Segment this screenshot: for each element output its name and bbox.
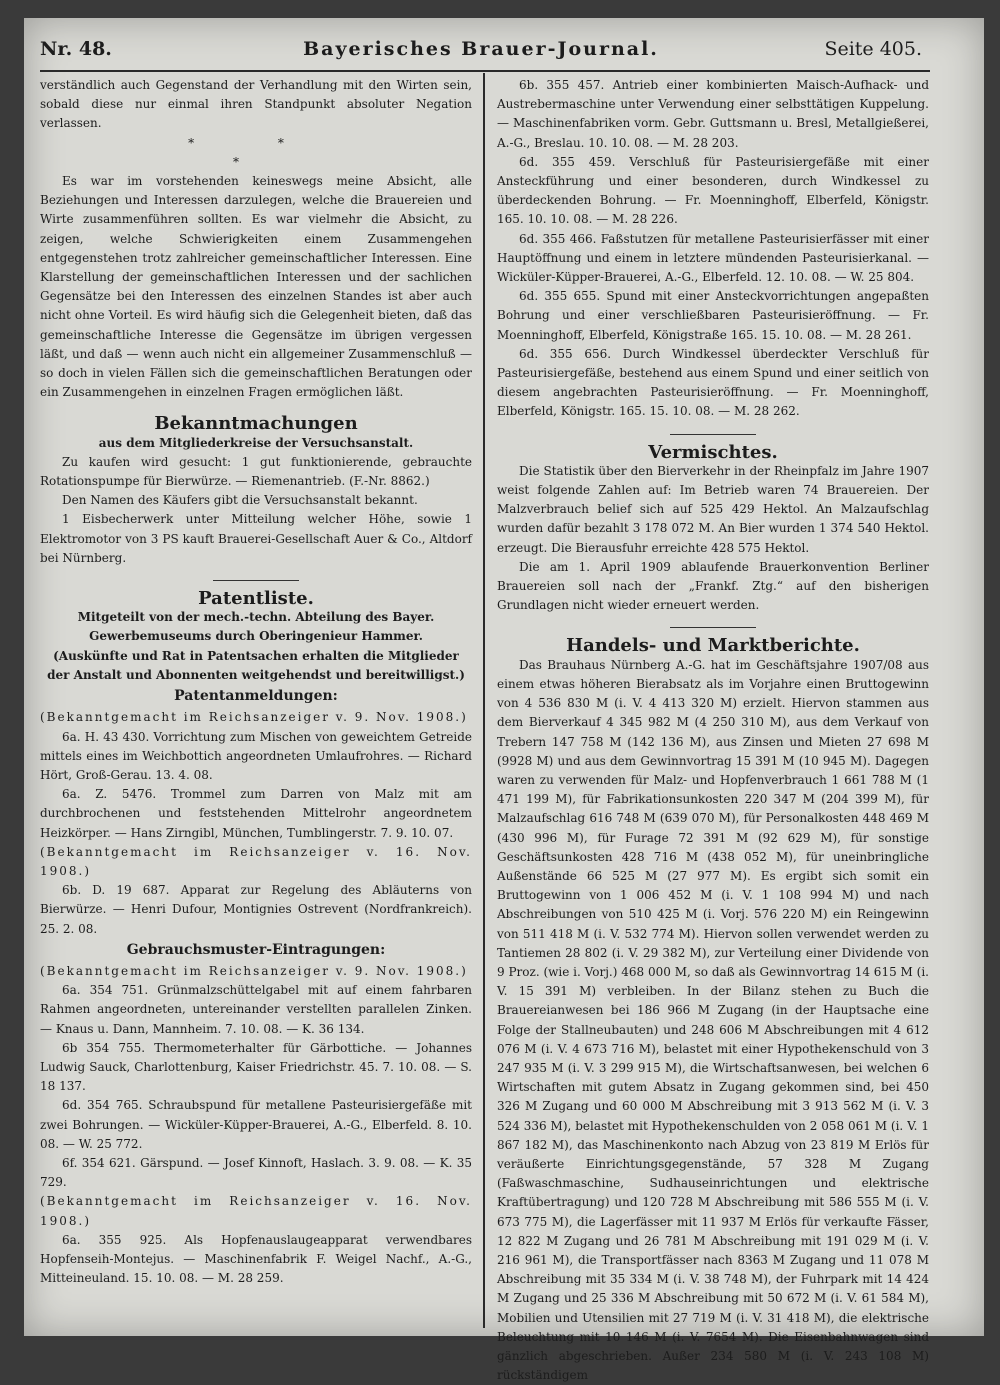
right-column: [497, 76, 929, 1385]
announcement-item: 1 Eisbecherwerk unter Mitteilung welcher Höhe, sowie 1 Elektromotor von 3 PS kauft Brauerei-Gesellschaft Auer & Co., Altdorf bei Nürnberg.: [40, 512, 472, 565]
announcement-item: Zu kaufen wird gesucht: 1 gut funktionierende, gebrauchte Rotationspumpe für Bierwürze. — Riemenantrieb. (F.-Nr. 8862.): [40, 454, 472, 489]
journal-title: Bayerisches Brauer-Journal.: [303, 38, 659, 60]
page-number: Seite 405.: [824, 38, 922, 60]
section-rule: [670, 627, 756, 628]
utility-model-entry: 6f. 354 621. Gärspund. — Josef Kinnoft, Haslach. 3. 9. 08. — K. 35 729.: [40, 1155, 472, 1190]
patent-applications-heading: Patentanmeldungen:: [174, 688, 338, 705]
patent-entry: 6a. H. 43 430. Vorrichtung zum Mischen von geweichtem Getreide mittels eines im Weichbottich angeordneten Umlaufrohres. — Richard Hört, Groß-Gerau. 13. 4. 08.: [40, 729, 472, 782]
announcement-item: Den Namen des Käufers gibt die Versuchsanstalt bekannt.: [62, 493, 418, 508]
utility-model-entry: 6d. 355 655. Spund mit einer Ansteckvorrichtungen angepaßten Bohrung und einer verschließbaren Pasteurisieröffnung. — Fr. Moenninghoff, Elberfeld, Königstraße 165. 15. 10. 08. — M. 28 261.: [497, 289, 929, 342]
patent-list-credit: Mitgeteilt von der mech.-techn. Abteilung des Bayer. Gewerbemuseums durch Oberingenieur Hammer.: [77, 610, 435, 644]
utility-model-entry: 6a. 355 925. Als Hopfenauslaugeapparat verwendbares Hopfenseih-Montejus. — Maschinenfabrik F. Weigel Nachf., A.-G., Mitteineuland. 15. 10. 08. — M. 28 259.: [40, 1232, 472, 1286]
utility-models-heading: Gebrauchsmuster-Eintragungen:: [126, 941, 386, 958]
gazette-notice: (Bekanntgemacht im Reichsanzeiger v. 9. Nov. 1908.): [40, 710, 468, 725]
intro-paragraph: verständlich auch Gegenstand der Verhandlung mit den Wirten sein, sobald diese nur einmal ihren Standpunkt absoluter Negation verlassen.: [40, 78, 472, 131]
announcements-subheading: aus dem Mitgliederkreise der Versuchsanstalt.: [98, 435, 414, 450]
patent-entry: 6a. Z. 5476. Trommel zum Darren von Malz mit am durchbrochenen und feststehenden Mittelrohr angeordnetem Heizkörper. — Hans Zirngibl, München, Tumblingerstr. 7. 9. 10. 07.: [40, 787, 472, 840]
patent-list-note: (Auskünfte und Rat in Patentsachen erhalten die Mitglieder der Anstalt und Abonnenten weitgehendst und bereitwilligst.): [47, 648, 465, 682]
page-header: [40, 38, 922, 68]
section-rule: [670, 434, 756, 435]
utility-model-entry: 6d. 355 466. Faßstutzen für metallene Pasteurisierfässer mit einer Hauptöffnung und einem in letztere mündenden Pasteurisierkanal. — Wicküler-Küpper-Brauerei, A.-G., Elberfeld. 12. 10. 08. — W. 25 804.: [497, 231, 929, 285]
utility-model-entry: 6b 354 755. Thermometerhalter für Gärbottiche. — Johannes Ludwig Sauck, Charlottenburg, Kaiser Friedrichstr. 45. 7. 10. 08. — S. 18 137.: [40, 1040, 472, 1094]
essay-paragraph: Es war im vorstehenden keineswegs meine Absicht, alle Beziehungen und Interessen darzulegen, welche die Brauereien und Wirte zusammenführen sollten. Es war vielmehr die Absicht, zu zeigen, welche Schwierigkeiten einem Zusammengehen entgegenstehen trotz zahlreicher gemeinschaftlicher Interessen. Eine Klarstellung der gemeinschaftlichen Interessen und der sachlichen Gegensätze bei den Interessen des einzelnen Standes ist aber auch nicht ohne Vorteil. Es wird häufig sich die Gelegenheit bieten, daß das gemeinschaftliche Interesse die Gegensätze im übrigen vergessen läßt, und daß — wenn auch nicht ein allgemeiner Zusammenschluß — so doch in vielen Fällen sich die gemeinschaftlichen Beratungen oder ein Zusammengehen in einzelnen Fragen ermöglichen läßt.: [40, 174, 472, 400]
issue-number: Nr. 48.: [40, 38, 112, 60]
gazette-notice: (Bekanntgemacht im Reichsanzeiger v. 16. Nov. 1908.): [40, 1194, 472, 1228]
gazette-notice: (Bekanntgemacht im Reichsanzeiger v. 9. Nov. 1908.): [40, 963, 468, 978]
utility-model-entry: 6d. 354 765. Schraubspund für metallene Pasteurisiergefäße mit zwei Bohrungen. — Wicküler-Küpper-Brauerei, A.-G., Elberfeld. 8. 10. 08. — W. 25 772.: [40, 1098, 472, 1151]
miscellaneous-item: Die Statistik über den Bierverkehr in der Rheinpfalz im Jahre 1907 weist folgende Zahlen auf: Im Betrieb waren 74 Brauereien. Der Malzverbrauch belief sich auf 525 429 Hektol. An Malzaufschlag wurden dafür bezahlt 3 178 072 M. An Bier wurden 1 374 540 Hektol. erzeugt. Die Bierausfuhr erreichte 428 575 Hektol.: [497, 463, 929, 555]
separator-stars-top: * *: [188, 135, 324, 150]
miscellaneous-item: Die am 1. April 1909 ablaufende Brauerkonvention Berliner Brauereien soll nach der „Frankf. Ztg.“ auf den bisherigen Grundlagen nicht wieder erneuert werden.: [497, 559, 929, 613]
utility-model-entry: 6a. 354 751. Grünmalzschüttelgabel mit auf einem fahrbaren Rahmen angeordneten, untereinander verstellten parallelen Zinken. — Knaus u. Dann, Mannheim. 7. 10. 08. — K. 36 134.: [40, 983, 472, 1036]
patent-entry: 6b. D. 19 687. Apparat zur Regelung des Abläuterns von Bierwürze. — Henri Dufour, Montignies Ostrevent (Nordfrankreich). 25. 2. 08.: [40, 883, 472, 936]
gazette-notice: (Bekanntgemacht im Reichsanzeiger v. 16. Nov. 1908.): [40, 844, 472, 878]
patent-list-heading: Patentliste.: [198, 588, 314, 610]
announcements-heading: Bekanntmachungen: [154, 413, 358, 435]
utility-model-entry: 6d. 355 656. Durch Windkessel überdeckter Verschluß für Pasteurisiergefäße, bestehend aus einem Spund und einer seitlich von diesem angebrachten Pasteurisieröffnung. — Fr. Moenninghoff, Elberfeld, Königstr. 165. 15. 10. 08. — M. 28 262.: [497, 346, 929, 419]
trade-report-paragraph: Das Brauhaus Nürnberg A.-G. hat im Geschäftsjahre 1907/08 aus einem etwas höheren Bierabsatz als im Vorjahre einen Bruttogewinn von 4 536 830 M (i. V. 4 413 320 M) erzielt. Hiervon stammen aus dem Bierverkauf 4 345 982 M (4 250 310 M), aus dem Verkauf von Trebern 147 758 M (142 136 M), aus Zinsen und Mieten 27 698 M (9928 M) und aus dem Gewinnvortrag 15 391 M (10 945 M). Dagegen waren zu verwenden für Malz- und Hopfenverbrauch 1 661 788 M (1 471 199 M), für Fabrikationsunkosten 220 347 M (204 399 M), für Malzaufschlag 616 748 M (639 070 M), für Personalkosten 448 469 M (430 996 M), für Furage 72 391 M (92 629 M), für sonstige Geschäftsunkosten 428 716 M (438 052 M), für uneinbringliche Außenstände 66 525 M (27 977 M). Es ergibt sich somit ein Bruttogewinn von 1 006 452 M (i. V. 1 108 994 M) und nach Abschreibungen von 510 425 M (i. Vorj. 576 220 M) ein Reingewinn von 511 418 M (i. V. 532 774 M). Hiervon sollen verwendet werden zu Tantiemen 28 802 (i. V. 29 382 M), zur Verteilung einer Dividende von 9 Proz. (wie i. Vorj.) 468 000 M, so daß als Gewinnvortrag 14 615 M (i. V. 15 391 M) verbleiben. In der Bilanz stehen zu Buch die Brauereianwesen bei 186 966 M Zugang (in der Hauptsache eine Folge der Stallneubauten) und 248 606 M Abschreibungen mit 4 612 076 M (i. V. 4 673 716 M), belastet mit einer Hypothekenschuld von 3 247 935 M (i. V. 3 299 915 M), die Wirtschaftsanwesen, bei welchen 6 Wirtschaften mit gutem Absatz in Zugang gekommen sind, bei 450 326 M Zugang und 60 000 M Abschreibung mit 3 913 562 M (i. V. 3 524 336 M), belastet mit Hypothekenschulden von 2 058 061 M (i. V. 1 867 182 M), das Maschinenkonto nach Abzug von 23 819 M Erlös für veräußerte Einrichtungsgegenstände, 57 328 M Zugang (Faßwaschmaschine, Sudhauseinrichtungen und elektrische Kraftübertragung) und 120 728 M Abschreibung mit 586 555 M (i. V. 673 775 M), die Lagerfässer mit 11 937 M Erlös für verkaufte Fässer, 12 822 M Zugang und 26 781 M Abschreibung mit 191 029 M (i. V. 216 961 M), die Transportfässer nach 8363 M Zugang und 11 078 M Abschreibung mit 35 334 M (i. V. 38 748 M), der Fuhrpark mit 14 424 M Zugang und 25 336 M Abschreibung mit 50 672 M (i. V. 61 584 M), Mobilien und Utensilien mit 27 719 M (i. V. 31 418 M), die elektrische Beleuchtung mit 10 146 M (i. V. 7654 M). Die Eisenbahnwagen sind gänzlich abgeschrieben. Außer 234 580 M (i. V. 243 108 M) rückständigem: [497, 657, 929, 1383]
separator-stars-bottom: *: [233, 154, 279, 169]
utility-model-entry: 6d. 355 459. Verschluß für Pasteurisiergefäße mit einer Ansteckführung und einer besonderen, durch Windkessel zu überdeckenden Bohrung. — Fr. Moenninghoff, Elberfeld, Königstr. 165. 10. 10. 08. — M. 28 226.: [497, 154, 929, 227]
column-rule: [483, 73, 485, 1328]
section-rule: [213, 580, 299, 581]
header-rule: [40, 70, 930, 72]
left-column: [40, 76, 472, 1288]
utility-model-entry: 6b. 355 457. Antrieb einer kombinierten Maisch-Aufhack- und Austrebermaschine unter Verwendung einer selbsttätigen Kuppelung. — Maschinenfabriken vorm. Gebr. Guttsmann u. Bresl, Metallgießerei, A.-G., Breslau. 10. 10. 08. — M. 28 203.: [497, 78, 929, 150]
miscellaneous-heading: Vermischtes.: [648, 441, 778, 463]
trade-reports-heading: Handels- und Marktberichte.: [566, 635, 860, 657]
